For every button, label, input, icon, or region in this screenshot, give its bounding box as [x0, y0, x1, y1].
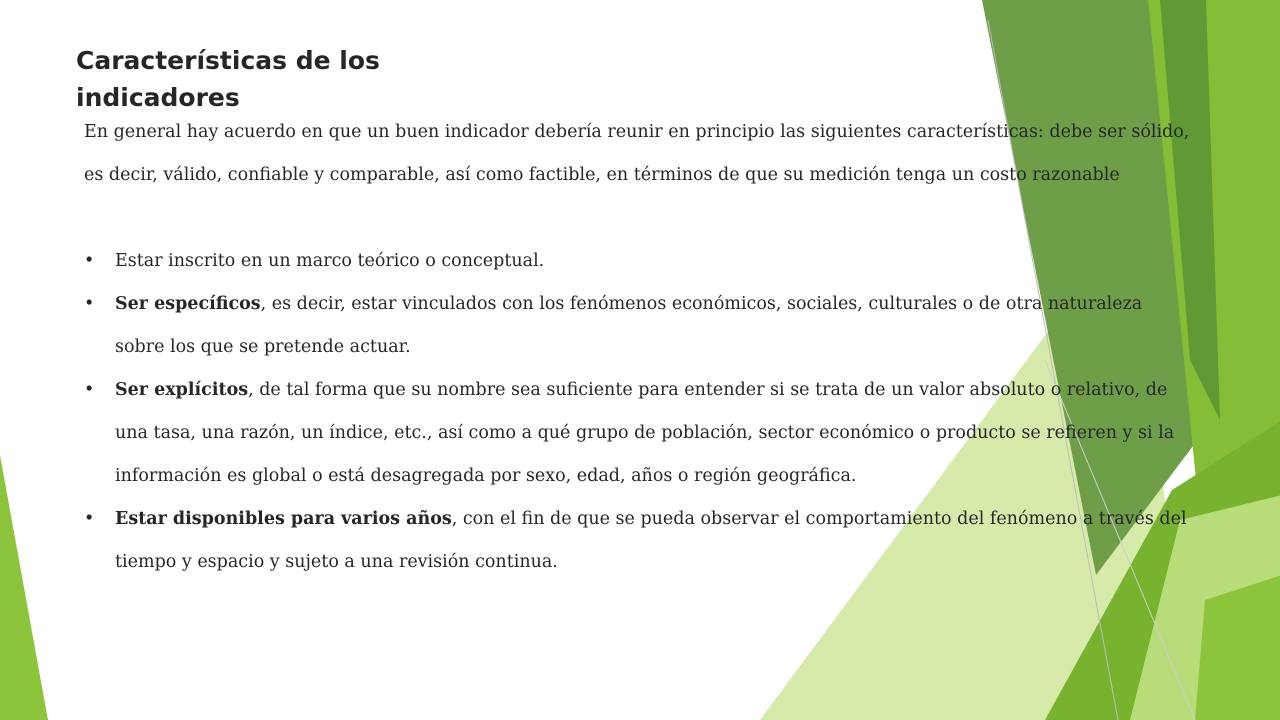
bullet-item-explicit: [84, 369, 1194, 498]
bullet-text: , con el fin de que se pueda observar el comportamiento del fenómeno a través del tiempo y espacio y sujeto a una revisión continua.: [115, 509, 1187, 572]
intro-paragraph: En general hay acuerdo en que un buen indicador debería reunir en principio las siguientes características: debe ser sólido, es decir, válido, confiable y comparable, así como factible, en términos de que su medición tenga un costo razonable: [84, 122, 1190, 185]
left-green-wedge: [0, 455, 48, 720]
bullet-icon: •: [84, 380, 95, 400]
bullet-icon: •: [84, 294, 95, 314]
bullet-text: , es decir, estar vinculados con los fenómenos económicos, sociales, culturales o de otra naturaleza sobre los que se pretende actuar.: [115, 294, 1143, 357]
bullet-list: [84, 240, 1194, 584]
bullet-item-available-years: [84, 498, 1194, 584]
slide-content: [84, 111, 1194, 584]
bullet-text: Estar inscrito en un marco teórico o conceptual.: [115, 251, 545, 271]
bullet-bold-lead: Estar disponibles para varios años: [115, 509, 452, 529]
bullet-item-theoretical-framework: [84, 240, 1194, 283]
bullet-bold-lead: Ser específicos: [115, 294, 261, 314]
bullet-icon: •: [84, 509, 95, 529]
slide-title: Características de los indicadores: [76, 46, 380, 112]
bullet-text: , de tal forma que su nombre sea suficiente para entender si se trata de un valor absoluto o relativo, de una tasa, una razón, un índice, etc., así como a qué grupo de población, sector económico o producto se refieren y si la información es global o está desagregada por sexo, edad, años o región geográfica.: [115, 380, 1175, 486]
bullet-item-specific: [84, 283, 1194, 369]
bullet-icon: •: [84, 251, 95, 271]
bullet-bold-lead: Ser explícitos: [115, 380, 249, 400]
